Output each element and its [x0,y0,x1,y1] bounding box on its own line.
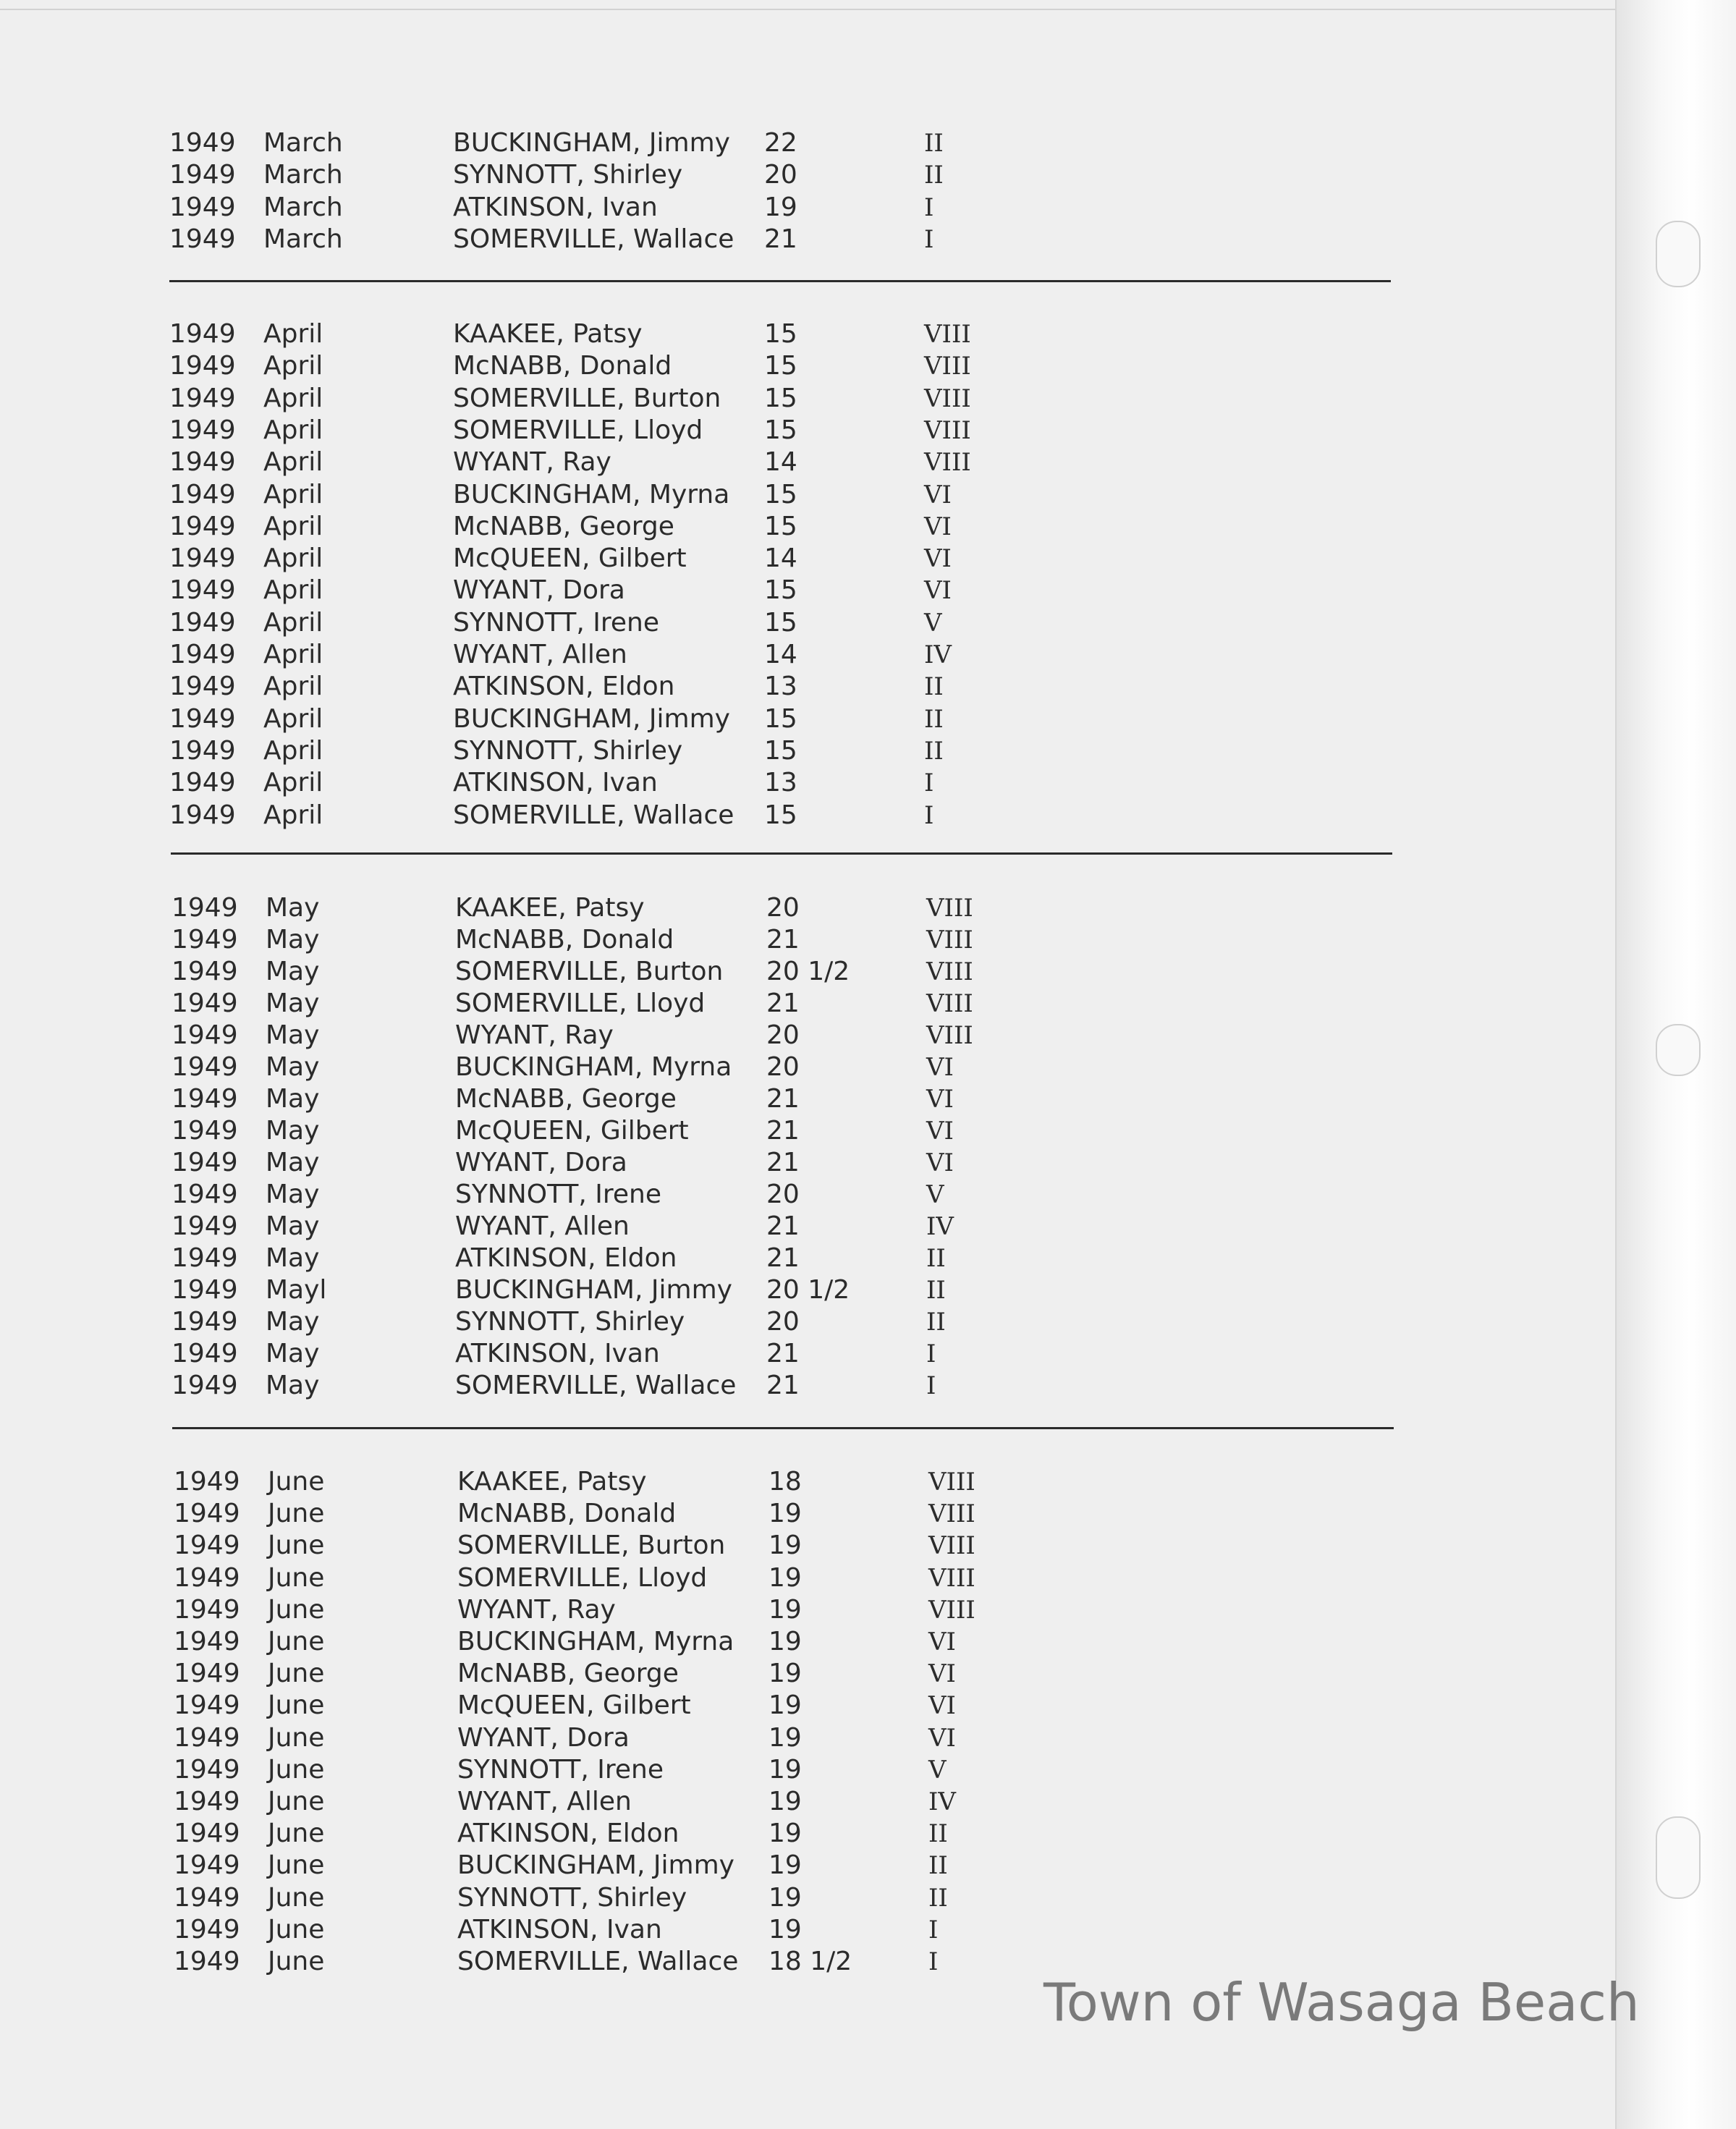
binder-hole-top [1656,221,1701,287]
section-divider [172,1427,1394,1429]
record-score: 15 [764,575,797,606]
record-month: March [263,160,343,190]
record-grade: I [926,1339,936,1368]
record-score: 19 [769,1914,802,1944]
record-name: SOMERVILLE, Lloyd [455,989,706,1018]
record-name: SYNNOTT, Shirley [455,1307,685,1337]
record-score: 19 [769,1531,802,1561]
record-year: 1949 [169,383,236,413]
record-month: April [263,768,323,798]
record-score: 15 [764,511,797,541]
record-score: 20 [766,1307,800,1337]
record-year: 1949 [172,893,238,923]
record-score: 20 [766,893,800,923]
record-year: 1949 [172,1180,238,1209]
record-grade: II [924,736,944,766]
record-score: 15 [764,735,797,766]
record-score: 18 1/2 [769,1947,852,1976]
record-month: May [266,1211,320,1241]
record-score: 15 [764,607,797,638]
record-name: WYANT, Ray [457,1594,616,1625]
record-name: SOMERVILLE, Lloyd [457,1562,708,1593]
record-grade: II [924,161,944,190]
record-year: 1949 [169,319,236,349]
record-name: KAAKEE, Patsy [457,1467,647,1497]
record-month: April [263,735,323,766]
record-name: ATKINSON, Eldon [457,1819,679,1849]
record-month: June [268,1787,325,1816]
record-score: 19 [769,1659,802,1689]
record-score: 19 [769,1562,802,1593]
record-score: 21 [766,925,800,955]
record-name: SOMERVILLE, Wallace [453,224,734,254]
record-month: April [263,511,323,541]
record-year: 1949 [169,735,236,766]
record-grade: II [926,1276,946,1305]
record-grade: I [928,1915,939,1944]
record-grade: VIII [926,1021,973,1050]
record-month: March [263,192,343,222]
record-score: 20 [766,1180,800,1209]
record-grade: VIII [924,352,971,381]
record-name: WYANT, Dora [457,1722,630,1753]
record-month: May [266,1052,320,1082]
record-month: June [268,1850,325,1881]
record-month: June [268,1594,325,1625]
record-score: 22 [764,128,797,158]
record-name: WYANT, Ray [453,447,611,478]
record-grade: VIII [928,1531,975,1561]
record-year: 1949 [174,1722,240,1753]
record-score: 13 [764,768,797,798]
record-score: 21 [766,1116,800,1146]
record-grade: II [928,1883,948,1913]
record-year: 1949 [174,1914,240,1944]
record-month: April [263,415,323,445]
record-year: 1949 [172,957,238,986]
record-name: SOMERVILLE, Wallace [453,800,734,830]
record-name: BUCKINGHAM, Jimmy [457,1850,734,1881]
record-score: 20 1/2 [766,957,850,986]
record-year: 1949 [174,1882,240,1913]
record-name: SOMERVILLE, Burton [455,957,724,986]
record-grade: I [924,800,934,830]
record-score: 21 [766,1371,800,1400]
record-name: SYNNOTT, Shirley [457,1882,687,1913]
record-name: BUCKINGHAM, Jimmy [455,1275,732,1305]
record-year: 1949 [172,1371,238,1400]
record-score: 21 [766,1243,800,1273]
record-year: 1949 [169,543,236,574]
record-month: April [263,383,323,413]
record-grade: VI [928,1691,956,1721]
record-year: 1949 [174,1499,240,1529]
record-month: June [268,1467,325,1497]
record-score: 21 [766,989,800,1018]
record-name: SYNNOTT, Shirley [453,735,683,766]
record-score: 19 [769,1754,802,1785]
record-name: McNABB, Donald [457,1499,677,1529]
record-grade: V [924,608,942,638]
record-name: BUCKINGHAM, Jimmy [453,703,730,734]
record-year: 1949 [169,160,236,190]
record-year: 1949 [174,1627,240,1656]
record-score: 15 [764,383,797,413]
record-score: 19 [769,1499,802,1529]
record-month: May [266,1371,320,1400]
record-grade: VI [924,480,952,509]
record-grade: VI [926,1085,954,1114]
record-year: 1949 [172,1052,238,1082]
record-grade: VIII [924,320,971,349]
record-score: 21 [766,1084,800,1114]
record-name: SOMERVILLE, Burton [457,1531,726,1561]
record-score: 19 [769,1850,802,1881]
record-grade: VIII [924,448,971,478]
record-name: SOMERVILLE, Wallace [455,1371,737,1400]
record-year: 1949 [174,1690,240,1721]
record-name: KAAKEE, Patsy [453,319,643,349]
record-month: April [263,800,323,830]
record-year: 1949 [172,1275,238,1305]
record-name: McNABB, Donald [455,925,674,955]
record-month: April [263,319,323,349]
record-score: 15 [764,479,797,509]
record-month: June [268,1722,325,1753]
record-year: 1949 [172,1243,238,1273]
record-year: 1949 [174,1467,240,1497]
record-name: SOMERVILLE, Lloyd [453,415,703,445]
record-grade: IV [926,1212,954,1241]
record-score: 19 [769,1882,802,1913]
record-name: ATKINSON, Ivan [455,1339,660,1368]
record-year: 1949 [172,1020,238,1050]
record-grade: II [924,704,944,734]
record-year: 1949 [169,128,236,158]
record-year: 1949 [169,640,236,669]
record-grade: VIII [928,1595,975,1625]
record-name: KAAKEE, Patsy [455,893,645,923]
record-year: 1949 [172,1211,238,1241]
record-month: May [266,1243,320,1273]
record-grade: II [926,1308,946,1337]
record-name: WYANT, Dora [455,1148,627,1177]
record-name: McQUEEN, Gilbert [457,1690,691,1721]
record-score: 21 [766,1211,800,1241]
record-month: May [266,1180,320,1209]
record-year: 1949 [174,1819,240,1849]
record-year: 1949 [169,672,236,702]
record-month: June [268,1499,325,1529]
record-year: 1949 [174,1850,240,1881]
record-year: 1949 [172,1339,238,1368]
record-score: 14 [764,640,797,669]
record-year: 1949 [169,447,236,478]
record-name: WYANT, Ray [455,1020,614,1050]
record-month: June [268,1627,325,1656]
record-year: 1949 [169,768,236,798]
record-name: BUCKINGHAM, Myrna [453,479,730,509]
record-name: WYANT, Allen [453,640,627,669]
record-grade: VI [928,1723,956,1753]
record-month: May [266,925,320,955]
binder-hole-bottom [1656,1816,1701,1899]
record-name: McQUEEN, Gilbert [455,1116,689,1146]
record-score: 19 [769,1627,802,1656]
record-grade: II [928,1851,948,1881]
record-name: ATKINSON, Ivan [457,1914,662,1944]
record-grade: VIII [928,1468,975,1497]
record-name: ATKINSON, Eldon [453,672,675,702]
record-month: April [263,703,323,734]
record-month: June [268,1562,325,1593]
record-score: 15 [764,319,797,349]
record-score: 14 [764,543,797,574]
record-name: SYNNOTT, Irene [455,1180,662,1209]
record-year: 1949 [169,479,236,509]
record-name: WYANT, Allen [457,1787,632,1816]
record-month: May [266,1084,320,1114]
record-year: 1949 [169,607,236,638]
record-month: May [266,893,320,923]
record-year: 1949 [174,1754,240,1785]
record-month: June [268,1914,325,1944]
record-grade: I [924,224,934,254]
record-name: SYNNOTT, Shirley [453,160,683,190]
record-grade: VI [924,512,952,541]
record-name: SYNNOTT, Irene [453,607,660,638]
record-grade: VI [928,1628,956,1656]
record-name: McNABB, George [453,511,674,541]
record-grade: VIII [926,989,973,1018]
record-month: March [263,224,343,254]
record-score: 14 [764,447,797,478]
record-score: 19 [769,1819,802,1849]
record-grade: VIII [924,384,971,413]
record-year: 1949 [172,1307,238,1337]
record-grade: IV [928,1787,956,1816]
record-month: April [263,672,323,702]
record-month: April [263,607,323,638]
record-year: 1949 [174,1659,240,1689]
record-grade: VI [926,1117,954,1146]
record-month: April [263,447,323,478]
record-score: 20 [764,160,797,190]
record-month: June [268,1947,325,1976]
record-score: 20 [766,1020,800,1050]
record-score: 20 1/2 [766,1275,850,1305]
record-year: 1949 [169,800,236,830]
record-year: 1949 [169,415,236,445]
record-name: ATKINSON, Ivan [453,192,658,222]
record-name: ATKINSON, Eldon [455,1243,677,1273]
section-divider [169,280,1391,282]
record-grade: II [924,672,944,702]
record-grade: VIII [926,894,973,923]
record-name: SOMERVILLE, Burton [453,383,721,413]
record-month: June [268,1819,325,1849]
record-month: April [263,543,323,574]
record-score: 18 [769,1467,802,1497]
record-year: 1949 [172,1084,238,1114]
record-grade: VI [928,1659,956,1689]
record-grade: II [924,129,944,158]
record-grade: VIII [928,1563,975,1593]
record-month: April [263,640,323,669]
record-year: 1949 [169,351,236,381]
watermark: Town of Wasaga Beach [1043,1972,1640,2033]
record-year: 1949 [169,511,236,541]
record-score: 19 [769,1722,802,1753]
record-year: 1949 [169,575,236,606]
record-score: 13 [764,672,797,702]
record-name: SOMERVILLE, Wallace [457,1947,739,1976]
record-grade: I [924,769,934,798]
record-year: 1949 [172,1116,238,1146]
record-year: 1949 [174,1594,240,1625]
record-month: June [268,1754,325,1785]
record-name: McNABB, George [455,1084,677,1114]
record-name: WYANT, Allen [455,1211,630,1241]
record-score: 19 [769,1787,802,1816]
record-grade: V [928,1755,947,1785]
record-score: 19 [769,1594,802,1625]
record-grade: II [928,1819,948,1849]
record-month: May [266,1020,320,1050]
record-name: SYNNOTT, Irene [457,1754,664,1785]
record-grade: I [928,1947,939,1976]
record-grade: I [924,192,934,222]
record-grade: II [926,1244,946,1273]
record-name: WYANT, Dora [453,575,625,606]
record-year: 1949 [172,925,238,955]
record-name: BUCKINGHAM, Myrna [455,1052,732,1082]
record-name: McQUEEN, Gilbert [453,543,687,574]
record-name: McNABB, Donald [453,351,672,381]
record-month: March [263,128,343,158]
record-month: May [266,1307,320,1337]
record-score: 19 [769,1690,802,1721]
record-score: 21 [766,1148,800,1177]
record-year: 1949 [172,989,238,1018]
record-month: June [268,1531,325,1561]
record-month: May [266,1116,320,1146]
record-score: 15 [764,415,797,445]
record-name: BUCKINGHAM, Jimmy [453,128,730,158]
record-score: 19 [764,192,797,222]
record-score: 21 [764,224,797,254]
section-divider [171,852,1392,855]
record-year: 1949 [174,1531,240,1561]
record-year: 1949 [169,224,236,254]
record-year: 1949 [174,1562,240,1593]
record-grade: VIII [926,926,973,955]
record-grade: VIII [926,957,973,986]
record-score: 15 [764,351,797,381]
record-name: ATKINSON, Ivan [453,768,658,798]
record-grade: I [926,1371,936,1400]
record-grade: IV [924,640,952,669]
record-month: April [263,351,323,381]
record-score: 15 [764,800,797,830]
record-score: 20 [766,1052,800,1082]
record-name: McNABB, George [457,1659,679,1689]
record-month: June [268,1659,325,1689]
record-month: June [268,1690,325,1721]
record-grade: VIII [928,1499,975,1529]
record-year: 1949 [174,1787,240,1816]
record-month: May [266,957,320,986]
record-month: May [266,1339,320,1368]
record-month: May [266,989,320,1018]
record-grade: VI [924,544,952,574]
record-month: May [266,1148,320,1177]
record-score: 15 [764,703,797,734]
record-grade: V [926,1180,944,1209]
record-grade: VI [924,576,952,606]
record-month: Mayl [266,1275,327,1305]
record-month: June [268,1882,325,1913]
record-name: BUCKINGHAM, Myrna [457,1627,734,1656]
record-month: April [263,575,323,606]
binder-hole-middle [1656,1024,1701,1076]
record-year: 1949 [169,192,236,222]
record-month: April [263,479,323,509]
record-year: 1949 [169,703,236,734]
record-year: 1949 [174,1947,240,1976]
page-edge-line [0,9,1615,10]
record-year: 1949 [172,1148,238,1177]
record-score: 21 [766,1339,800,1368]
record-grade: VI [926,1053,954,1082]
record-grade: VI [926,1148,954,1177]
record-grade: VIII [924,415,971,445]
